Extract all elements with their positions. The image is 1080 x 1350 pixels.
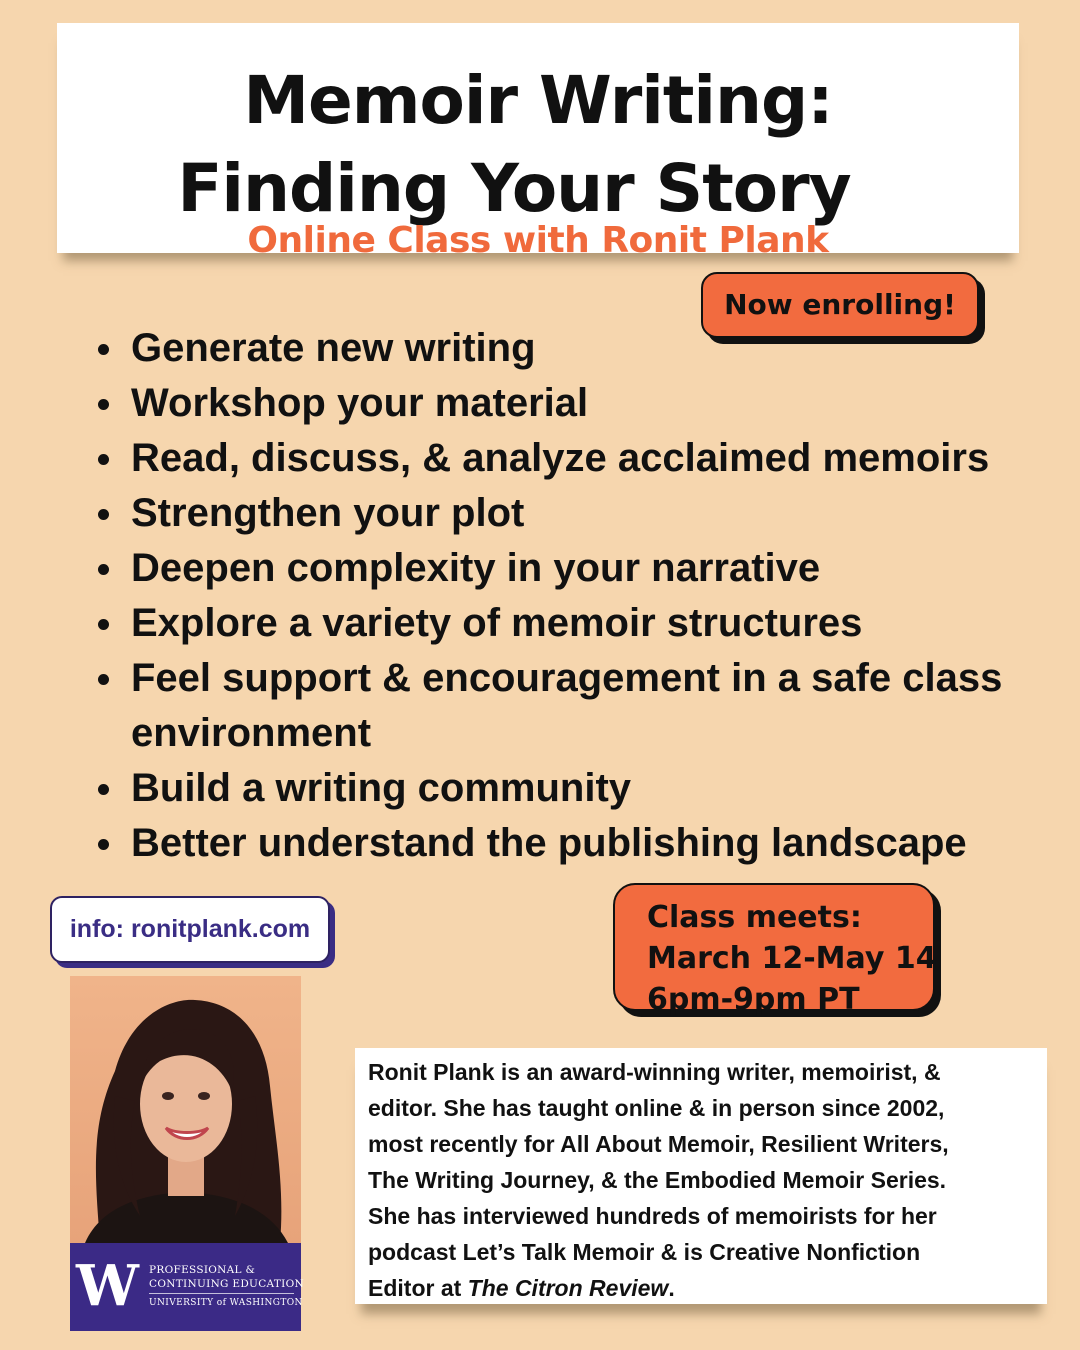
instructor-photo [70,976,301,1243]
uw-logo-divider [149,1293,294,1294]
bio-line-prefix: Editor at [368,1275,468,1301]
uw-logo-line-3: UNIVERSITY of WASHINGTON [149,1298,303,1308]
list-item-continuation: environment [131,711,372,755]
info-link[interactable]: info: ronitplank.com [50,896,330,963]
publication-name: The Citron Review [467,1275,669,1301]
title-card [57,23,1019,261]
list-item: Generate new writing [95,321,1035,376]
bio-line: Ronit Plank is an award-winning writer, memoirist, & [368,1059,941,1085]
subtitle: Online Class with Ronit Plank [247,220,829,261]
class-meets-dates: March 12-May 14 [647,941,937,976]
benefits-list [95,321,1035,871]
list-item: Read, discuss, & analyze acclaimed memoirs [95,431,1035,486]
class-meets-label: Class meets: [647,900,862,935]
class-meets-time: 6pm-9pm PT [647,982,860,1017]
list-item: Deepen complexity in your narrative [95,541,1035,596]
now-enrolling-badge: Now enrolling! [701,272,979,338]
bio-line: editor. She has taught online & in person since 2002, [368,1095,945,1121]
uw-w-mark: W [76,1253,139,1319]
list-item: Strengthen your plot [95,486,1035,541]
bio-line: The Writing Journey, & the Embodied Memoir Series. [368,1167,947,1193]
list-item: Feel support & encouragement in a safe class [95,651,1035,706]
portrait-illustration [70,976,301,1243]
title-line-1: Memoir Writing: [243,62,833,139]
uw-logo-line-2: CONTINUING EDUCATION [149,1278,304,1290]
title-line-2: Finding Your Story [177,150,851,227]
bio-line: podcast Let’s Talk Memoir & is Creative Nonfiction [368,1239,921,1265]
instructor-bio [355,1048,1047,1304]
class-meets-badge [613,883,937,1017]
bio-line: most recently for All About Memoir, Resilient Writers, [368,1131,949,1157]
list-item: Better understand the publishing landscape [95,816,1035,871]
bio-line [368,1270,1035,1306]
list-item: Workshop your material [95,376,1035,431]
list-item: Explore a variety of memoir structures [95,596,1035,651]
list-item: Build a writing community [95,761,1035,816]
uw-pce-logo [70,1243,304,1331]
bio-line-suffix: . [668,1275,675,1301]
bio-line: She has interviewed hundreds of memoirists for her [368,1203,937,1229]
uw-logo-line-1: PROFESSIONAL & [149,1264,256,1276]
